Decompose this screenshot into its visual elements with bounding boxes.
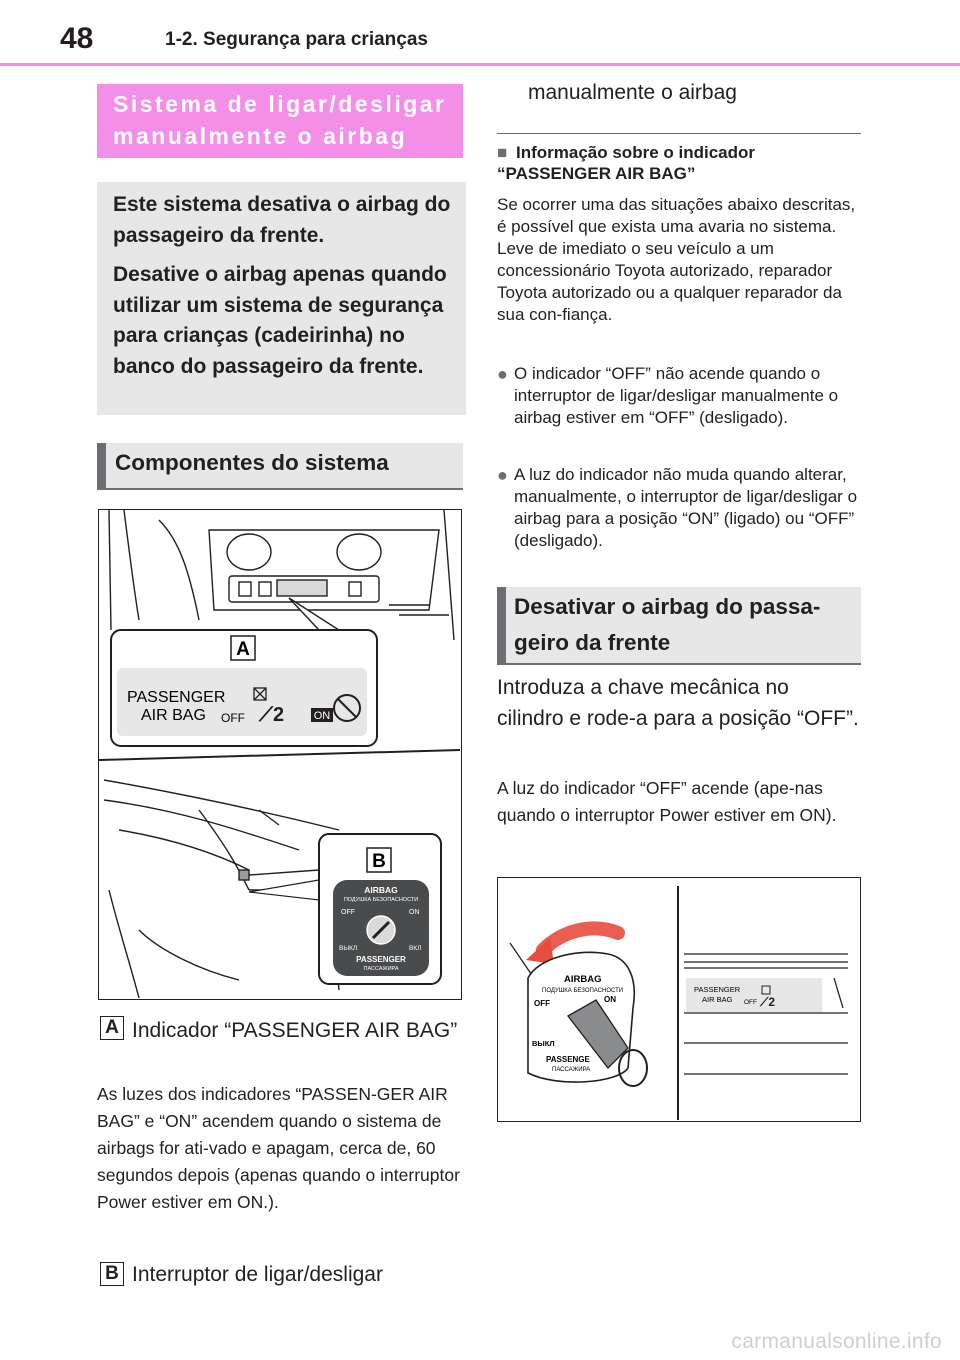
item-a-description: As luzes dos indicadores “PASSEN-GER AIR BAG” e “ON” acendem quando o sistema de airbags for ati-vado e apagam, cerca de, 60 segundos depois (apenas quando o interruptor Power estiver em ON.). [97, 1084, 460, 1212]
watermark: carmanualsonline.info [731, 1330, 942, 1353]
callout-a-letter: A [236, 639, 250, 660]
bullet-item [497, 464, 861, 552]
page-number: 48 [60, 22, 94, 55]
intro-box [97, 182, 466, 415]
item-a-label: A [100, 1016, 124, 1040]
switch-airbag-text: AIRBAG [364, 885, 398, 895]
fig2-indicator-line2: AIR BAG [702, 995, 733, 1004]
indicator-off-text: OFF [221, 711, 245, 725]
fig2-off-ru-text: ВЫКЛ [532, 1039, 555, 1048]
item-b-title-continued: manualmente o airbag [528, 81, 737, 104]
indicator-on-text: ON [313, 710, 331, 722]
fig2-off-text: OFF [534, 999, 550, 1008]
info-text: Se ocorrer uma das situações abaixo descritas, é possível que exista uma avaria no sistema. Leve de imediato o seu veículo a um concessionário Toyota autorizado, reparador Toyota autorizado ou a qualquer reparador da sua con-fiança. [497, 195, 856, 324]
indicator-airbag-text: AIR BAG [141, 707, 206, 724]
bullet-text: O indicador “OFF” não acende quando o interruptor de ligar/desligar manualmente o airbag estiver em “OFF” (desligado). [514, 364, 839, 427]
header-divider [0, 63, 960, 66]
deactivate-figure [497, 877, 861, 1122]
item-b-label: B [100, 1262, 124, 1286]
intro-paragraph-1: Este sistema desativa o airbag do passageiro da frente. [113, 193, 451, 247]
fig2-on-text: ON [604, 995, 616, 1004]
switch-on-ru-text: ВКЛ [409, 945, 422, 952]
switch-off-text: OFF [341, 909, 355, 916]
deactivate-heading: Desativar o airbag do passa-geiro da frente [497, 587, 861, 663]
fig2-airbag-text: AIRBAG [564, 974, 602, 985]
switch-off-ru-text: ВЫКЛ [339, 945, 358, 952]
square-bullet-icon: ■ [497, 143, 508, 162]
fig2-ru-text: ПОДУШКА БЕЗОПАСНОСТИ [542, 988, 624, 994]
rotation-arrow-icon [543, 928, 618, 950]
indicator-passenger-text: PASSENGER [127, 689, 226, 706]
fig2-passenger-ru-text: ПАССАЖИРА [552, 1067, 591, 1073]
info-divider [497, 133, 861, 134]
bullet-text: A luz do indicador não muda quando alterar, manualmente, o interruptor de ligar/desligar o airbag para a posição “ON” (ligado) ou “OFF” (desligado). [514, 465, 858, 550]
info-title: Informação sobre o indicador “PASSENGER AIR BAG” [497, 143, 755, 183]
components-figure [98, 509, 462, 1000]
pink-heading: Sistema de ligar/desligar manualmente o airbag [97, 84, 463, 158]
fig2-indicator-line1: PASSENGER [694, 985, 741, 994]
svg-text:⟋2: ⟋2 [259, 704, 285, 726]
svg-text:⟋2: ⟋2 [760, 995, 776, 1009]
bullet-item [497, 363, 861, 429]
switch-on-text: ON [409, 909, 420, 916]
fig2-passenger-text: PASSENGE [546, 1055, 590, 1064]
key-turn-illustration [498, 878, 859, 1120]
switch-ru-text: ПОДУШКА БЕЗОПАСНОСТИ [343, 897, 419, 903]
deactivate-note: A luz do indicador “OFF” acende (ape-nas quando o interruptor Power estiver em ON). [497, 778, 837, 825]
section-title: 1-2. Segurança para crianças [165, 29, 428, 50]
callout-b-letter: B [372, 851, 386, 872]
dashboard-illustration [99, 510, 460, 998]
deactivate-instruction: Introduza a chave mecânica no cilindro e rode-a para a posição “OFF”. [497, 676, 859, 730]
switch-passenger-text: PASSENGER [356, 955, 406, 964]
components-heading: Componentes do sistema [97, 443, 463, 488]
item-a-title: Indicador “PASSENGER AIR BAG” [132, 1019, 458, 1042]
info-heading [497, 142, 861, 184]
circle-bullet-icon: ● [497, 364, 508, 384]
circle-bullet-icon: ● [497, 465, 508, 485]
intro-paragraph-2: Desative o airbag apenas quando utilizar um sistema de segurança para crianças (cadeirinha) no banco do passageiro da frente. [113, 263, 447, 378]
item-b-title: Interruptor de ligar/desligar [132, 1263, 383, 1286]
fig2-indicator-off: OFF [744, 999, 757, 1006]
switch-passenger-ru-text: ПАССАЖИРА [363, 966, 399, 972]
